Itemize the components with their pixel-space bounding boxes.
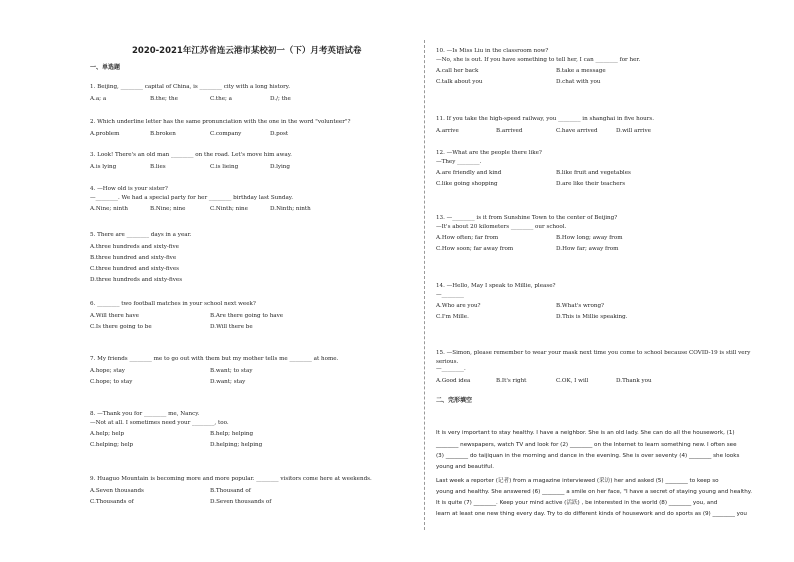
- question-1-option: D./; the: [270, 95, 291, 102]
- question-14-text: 14. —Hello, May I speak to Millie, please?: [436, 283, 556, 289]
- question-5-text: 5. There are ________ days in a year.: [90, 232, 192, 238]
- column-divider: [424, 40, 425, 530]
- question-6-option: D.Will there be: [210, 323, 253, 330]
- question-2-option: D.post: [270, 130, 289, 137]
- question-2-text: 2. Which underline letter has the same pronunciation with the one in the word "volunteer"?: [90, 119, 351, 125]
- question-7-option: A.hope; stay: [90, 367, 125, 374]
- question-9-option: C.Thousands of: [90, 498, 134, 505]
- question-13-option: A.How often; far from: [436, 235, 499, 241]
- question-3-option: D.lying: [270, 163, 290, 170]
- question-9-option: D.Seven thousands of: [210, 498, 272, 505]
- question-15-option: A.Good idea: [436, 377, 471, 384]
- cloze-passage-line: It is quite (7) ________. Keep your mind active (活跃) , be interested in the world (8) ________ you, and: [436, 500, 718, 506]
- question-1-option: B.the; the: [150, 95, 178, 102]
- question-8-option: A.help; help: [90, 431, 125, 437]
- question-15-option: B.It's right: [496, 377, 527, 384]
- question-8-option: C.helping; help: [90, 442, 134, 448]
- question-12-text: —They ________.: [436, 158, 482, 165]
- question-3-option: A.is lying: [90, 163, 117, 170]
- question-11-option: A.arrive: [436, 127, 459, 134]
- question-11-text: 11. If you take the high-speed railway, you ________ in shanghai in five hours.: [436, 116, 654, 122]
- question-10-option: B.take a message: [556, 68, 606, 74]
- question-15-text: serious.: [436, 358, 459, 365]
- question-10-text: 10. —Is Miss Liu in the classroom now?: [436, 48, 549, 54]
- question-7-text: 7. My friends ________ me to go out with them but my mother tells me ________ at home.: [90, 356, 339, 362]
- question-13-option: D.How far; away from: [556, 246, 619, 252]
- question-11-option: B.arrived: [496, 127, 523, 134]
- question-7-option: B.want; to stay: [210, 367, 253, 374]
- question-12-option: C.like going shopping: [436, 181, 498, 187]
- question-9-text: 9. Huaguo Mountain is becoming more and more popular. ________ visitors come here at weekends.: [90, 476, 372, 482]
- question-13-option: B.How long; away from: [556, 235, 623, 241]
- question-1-text: 1. Beijing, ________ capital of China, is ________ city with a long history.: [90, 84, 290, 90]
- question-2-option: C.company: [210, 130, 242, 137]
- cloze-passage-line: young and beautiful.: [436, 464, 495, 470]
- question-12-text: 12. —What are the people there like?: [436, 150, 542, 156]
- question-4-text: 4. —How old is your sister?: [90, 186, 168, 192]
- question-10-text: —No, she is out. If you have something to tell her, I can ________ for her.: [436, 56, 641, 63]
- question-1-option: A.a; a: [90, 95, 107, 102]
- question-14-option: A.Who are you?: [436, 303, 481, 309]
- question-13-text: —It's about 20 kilometers ________ our school.: [436, 223, 567, 230]
- question-11-option: C.have arrived: [556, 127, 598, 134]
- question-11-option: D.will arrive: [616, 127, 651, 134]
- question-2-option: A.problem: [90, 130, 120, 137]
- question-8-text: —Not at all. I sometimes need your ________, too.: [90, 419, 229, 426]
- question-15-option: C.OK, I will: [556, 377, 589, 384]
- question-4-option: D.Ninth; ninth: [270, 206, 311, 212]
- question-7-option: C.hope; to stay: [90, 378, 133, 385]
- question-6-text: 6. ________ two football matches in your school next week?: [90, 301, 256, 307]
- cloze-passage-line: learn at least one new thing every day. Try to do different kinds of housework and do sports as (9) ________ you: [436, 511, 747, 517]
- cloze-passage-line: ________ newspapers, watch TV and look for (2) ________ on the Internet to learn something new. I often see: [436, 442, 737, 448]
- cloze-passage-line: Last week a reporter (记者) from a magazine interviewed (采访) her and asked (5) ________ to keep so: [436, 478, 719, 484]
- question-5-option: B.three hundred and sixty-five: [90, 254, 177, 261]
- question-15-option: D.Thank you: [616, 377, 652, 384]
- question-1-option: C.the; a: [210, 95, 233, 102]
- question-14-text: —________: [436, 291, 464, 298]
- question-14-option: D.This is Millie speaking.: [556, 314, 628, 320]
- exam-title: 2020-2021年江苏省连云港市某校初一（下）月考英语试卷: [132, 46, 362, 56]
- question-4-option: A.Nine; ninth: [90, 206, 128, 212]
- question-14-option: B.What's wrong?: [556, 303, 605, 309]
- question-6-option: A.Will there have: [90, 312, 139, 319]
- question-15-text: —________.: [436, 366, 466, 372]
- question-10-option: C.talk about you: [436, 79, 483, 85]
- cloze-passage-line: It is very important to stay healthy. I have a neighbor. She is an old lady. She can do all the housework, (1): [436, 430, 735, 436]
- question-3-text: 3. Look! There's an old man ________ on the road. Let's move him away.: [90, 152, 292, 158]
- question-4-text: —________. We had a special party for her ________ birthday last Sunday.: [90, 194, 294, 201]
- question-5-option: A.three hundreds and sixty-five: [90, 243, 179, 250]
- section-heading-cloze: 二、完形填空: [436, 397, 473, 404]
- question-13-text: 13. —________ is it from Sunshine Town to the center of Beijing?: [436, 215, 618, 221]
- question-10-option: A.call her back: [436, 68, 479, 74]
- question-6-option: C.Is there going to be: [90, 323, 152, 330]
- question-12-option: D.are like their teachers: [556, 181, 626, 187]
- question-14-option: C.I'm Mille.: [436, 314, 469, 320]
- question-3-option: B.lies: [150, 163, 166, 170]
- question-10-option: D.chat with you: [556, 79, 601, 85]
- question-13-option: C.How soon; far away from: [436, 246, 514, 252]
- question-8-option: D.helping; helping: [210, 442, 263, 448]
- question-3-option: C.is lieing: [210, 163, 239, 170]
- question-4-option: B.Nine; nine: [150, 206, 186, 212]
- cloze-passage-line: young and healthy. She answered (6) ________ a smile on her face, "I have a secret of staying young and healthy.: [436, 489, 753, 495]
- question-8-option: B.help; helping: [210, 431, 254, 437]
- question-8-text: 8. —Thank you for ________ me, Nancy.: [90, 411, 200, 417]
- question-15-text: 15. —Simon, please remember to wear your mask next time you come to school because COVID-19 is still very: [436, 350, 751, 356]
- question-6-option: B.Are there going to have: [210, 312, 284, 319]
- question-7-option: D.want; stay: [210, 378, 246, 385]
- section-heading-single-choice: 一、单选题: [90, 64, 121, 71]
- question-2-option: B.broken: [150, 130, 176, 137]
- cloze-passage-line: (3) ________ do taijiquan in the morning and dance in the evening. She is over seventy (4) ________ she looks: [436, 453, 740, 459]
- question-12-option: A.are friendly and kind: [436, 170, 502, 176]
- question-4-option: C.Ninth; nine: [210, 206, 248, 212]
- question-9-option: B.Thousand of: [210, 487, 251, 494]
- question-9-option: A.Seven thousands: [90, 487, 144, 494]
- question-12-option: B.like fruit and vegetables: [556, 170, 631, 176]
- question-5-option: C.three hundred and sixty-fives: [90, 265, 179, 272]
- question-5-option: D.three hundreds and sixty-fives: [90, 276, 183, 283]
